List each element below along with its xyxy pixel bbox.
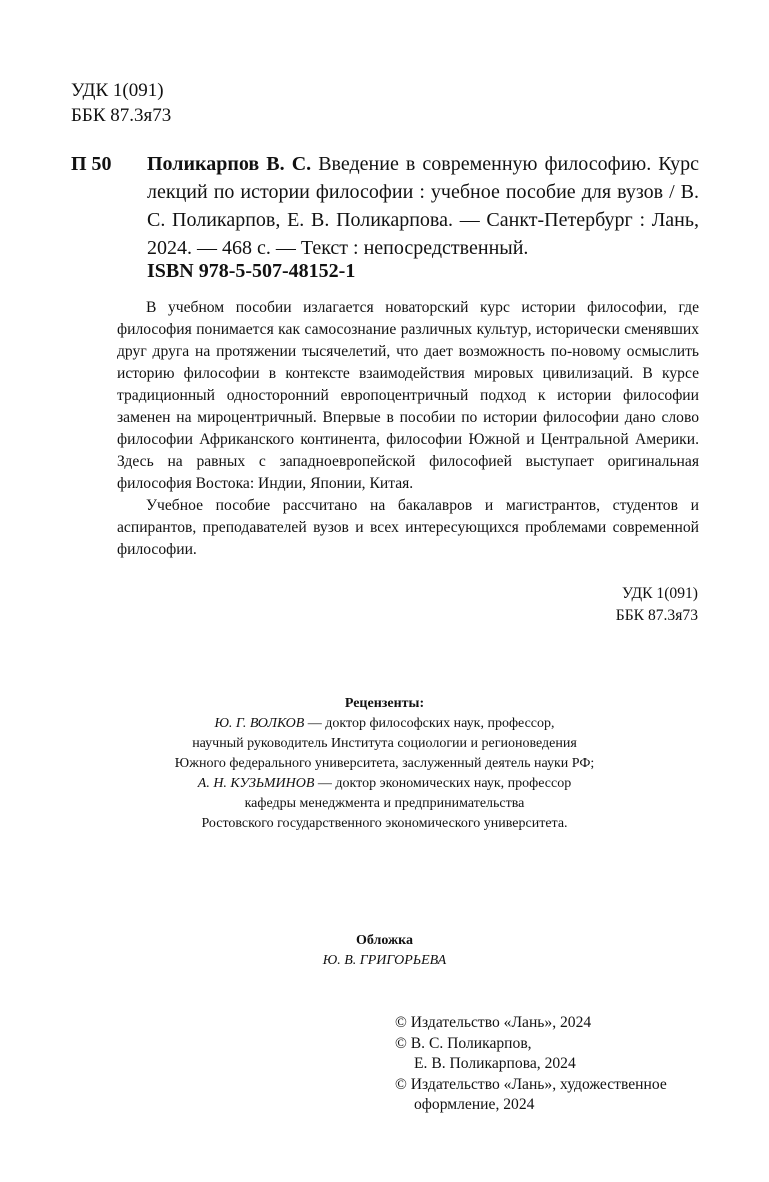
copyright-line-2: © В. С. Поликарпов, [395,1034,532,1052]
cover-designer: Ю. В. ГРИГОРЬЕВА [322,953,447,968]
reviewer-2-line-3: Ростовского государственного экономического университета. [201,816,568,831]
reviewers-block [0,694,769,834]
bottom-bbk: ББК 87.3я73 [615,607,698,624]
top-classification [71,78,171,128]
copyright-line-4: © Издательство «Лань», художественное [395,1075,667,1093]
reviewer-1-line-2: научный руководитель Института социологии и регионоведения [192,736,577,751]
reviewers-heading: Рецензенты: [344,696,425,711]
catalog-code: П 50 [71,153,112,175]
entry-author: Поликарпов В. С. [147,153,312,175]
copyright-line-5: оформление, 2024 [414,1096,535,1113]
reviewer-2-line-2: кафедры менеджмента и предпринимательства [244,796,525,811]
top-bbk: ББК 87.3я73 [71,105,172,126]
abstract-paragraph-2: Учебное пособие рассчитано на бакалавров и магистрантов, студентов и аспирантов, преподавателей вузов и всех интересующихся проблемами современной философии. [117,497,699,558]
reviewer-1-name: Ю. Г. ВОЛКОВ [214,716,305,731]
copyright-line-3: Е. В. Поликарпова, 2024 [414,1055,576,1072]
cover-heading: Обложка [355,933,414,948]
reviewer-2-line-1 [0,774,769,794]
reviewer-2-name: А. Н. КУЗЬМИНОВ [197,776,315,791]
bottom-classification [616,583,698,627]
bibliographic-entry [147,150,699,262]
copyright-line-1: © Издательство «Лань», 2024 [395,1014,592,1031]
abstract-paragraph-1: В учебном пособии излагается новаторский курс истории философии, где философия понимается как самосознание различных культур, исторически сменявших друг друга на протяжении тысячелетий, что дает возможность по-новому осмыслить историю философии в контексте взаимодействия мировых цивилизаций. В курсе традиционный односторонний европоцентричный подход к истории философии заменен на мироцентричный. Впервые в пособии по истории философии дано слово философии Африканского континента, философии Южной и Центральной Америки. Здесь на равных с западноевропейской философией выступает оригинальная философия Востока: Индии, Японии, Китая. [117,299,699,492]
cover-designer-line [0,951,769,971]
isbn: ISBN 978-5-507-48152-1 [147,260,356,282]
abstract [117,297,699,561]
copyright-block [395,1013,667,1116]
reviewer-2-title: — доктор экономических наук, профессор [314,776,572,791]
reviewer-1-line-3: Южного федерального университета, заслуженный деятель науки РФ; [174,756,595,771]
reviewer-1-line-1 [0,714,769,734]
reviewer-1-title: — доктор философских наук, профессор, [304,716,555,731]
bottom-udk: УДК 1(091) [622,585,698,602]
entry-description: Введение в современную философию. Курс лекций по истории философии : учебное пособие для вузов / В. С. Поликарпов, Е. В. Поликарпова. — Санкт-Петербург : Лань, 2024. — 468 с. — Текст : непосредственный. [147,153,699,259]
top-udk: УДК 1(091) [71,80,164,101]
cover-credit [0,931,769,971]
